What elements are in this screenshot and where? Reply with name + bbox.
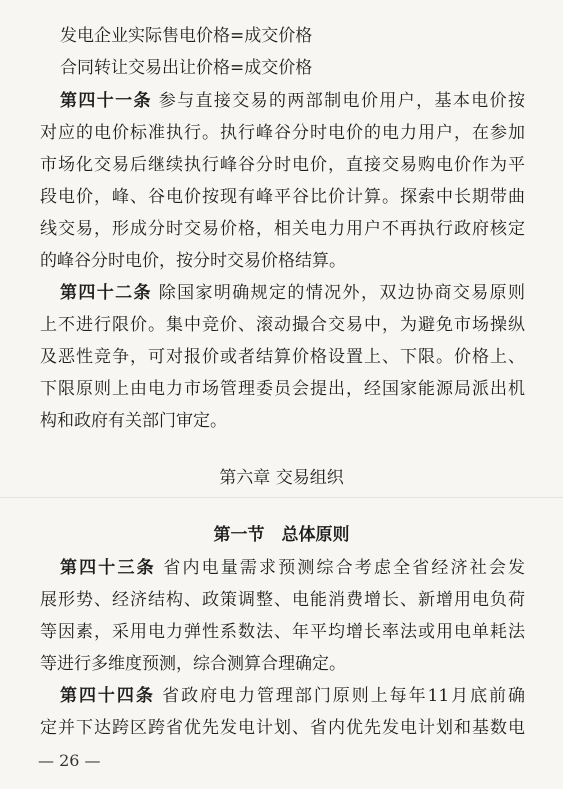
text-line: 省政府电力管理部门原则上每年11月底前确: [162, 686, 525, 706]
text-line: 参与直接交易的两部制电价用户，基本电价按: [158, 91, 525, 111]
article-41-title: 第四十一条: [60, 91, 152, 111]
text-line: 定并下达跨区跨省优先发电计划、省内优先发电计划和基数电: [40, 718, 525, 738]
text-line: 对应的电价标准执行。执行峰谷分时电价的电力用户，在参加: [40, 123, 525, 143]
chapter-heading: 第六章 交易组织: [219, 468, 344, 488]
article-43-title: 第四十三条: [60, 558, 156, 578]
text-line: 除国家明确规定的情况外，双边协商交易原则: [158, 283, 525, 303]
article-44-title: 第四十四条: [60, 686, 155, 706]
article-43-first-line: [60, 556, 525, 580]
text-line: 段电价，峰、谷电价按现有峰平谷比价计算。探索中长期带曲: [40, 187, 525, 207]
article-44-first-line: [60, 684, 525, 708]
article-42-first-line: [60, 281, 525, 305]
text-line: 构和政府有关部门审定。: [40, 411, 227, 431]
text-line: 线交易，形成分时交易价格，相关电力用户不再执行政府核定: [40, 219, 525, 239]
article-41-first-line: [60, 89, 525, 113]
text-line: 合同转让交易出让价格=成交价格: [60, 58, 313, 78]
text-line: 等因素，采用电力弹性系数法、年平均增长率法或用电单耗法: [40, 622, 525, 642]
text-line: 的峰谷分时电价，按分时交易价格结算。: [40, 251, 346, 271]
text-line: 等进行多维度预测，综合测算合理确定。: [40, 654, 346, 674]
text-line: 下限原则上由电力市场管理委员会提出，经国家能源局派出机: [40, 379, 525, 399]
text-line: 上不进行限价。集中竞价、滚动撮合交易中，为避免市场操纵: [40, 315, 525, 335]
section-heading: 第一节 总体原则: [213, 525, 350, 545]
divider: [0, 497, 563, 498]
article-42-title: 第四十二条: [60, 283, 152, 303]
text-line: 省内电量需求预测综合考虑全省经济社会发: [163, 558, 525, 578]
text-line: 发电企业实际售电价格=成交价格: [60, 26, 313, 46]
text-line: 及恶性竞争，可对报价或者结算价格设置上、下限。价格上、: [40, 347, 525, 367]
page-number: — 26 —: [38, 751, 101, 770]
text-line: 展形势、经济结构、政策调整、电能消费增长、新增用电负荷: [40, 590, 525, 610]
text-line: 市场化交易后继续执行峰谷分时电价，直接交易购电价作为平: [40, 155, 525, 175]
